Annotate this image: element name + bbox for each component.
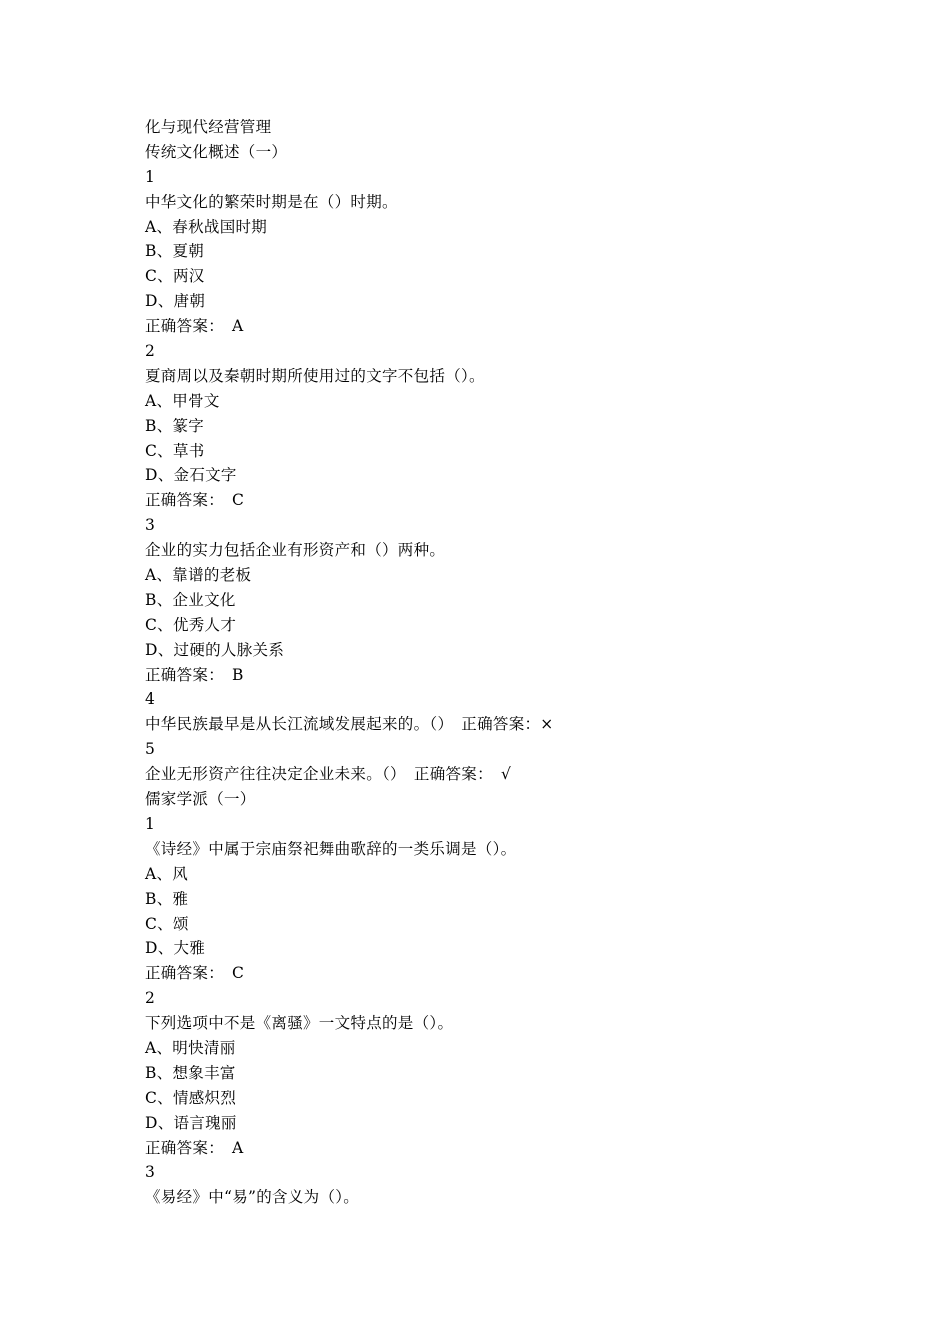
option-a: A、春秋战国时期 (145, 217, 268, 236)
option-a: A、靠谱的老板 (145, 566, 252, 585)
question-text: 《诗经》中属于宗庙祭祀舞曲歌辞的一类乐调是（）。 (145, 839, 517, 858)
option-b: B、雅 (145, 889, 189, 908)
document-body (145, 115, 845, 1210)
answer-line: 正确答案： C (145, 491, 245, 510)
question-text: 中华文化的繁荣时期是在（）时期。 (145, 192, 398, 211)
question-number: 4 (145, 690, 156, 709)
option-b: B、企业文化 (145, 590, 236, 609)
question-number: 2 (145, 342, 156, 361)
document-title: 化与现代经营管理 (145, 118, 272, 136)
answer-line: 正确答案： B (145, 665, 244, 684)
option-d: D、唐朝 (145, 292, 206, 311)
question-number: 2 (145, 989, 156, 1008)
option-c: C、两汉 (145, 267, 205, 286)
question-number: 3 (145, 516, 156, 535)
true-false-question: 中华民族最早是从长江流域发展起来的。（） 正确答案：× (145, 715, 554, 734)
question-text: 《易经》中“易”的含义为（）。 (145, 1188, 360, 1207)
option-a: A、甲骨文 (145, 391, 220, 410)
question-text: 下列选项中不是《离骚》一文特点的是（）。 (145, 1014, 454, 1033)
question-text: 夏商周以及秦朝时期所使用过的文字不包括（）。 (145, 366, 485, 385)
option-d: D、语言瑰丽 (145, 1113, 237, 1132)
question-text: 企业的实力包括企业有形资产和（）两种。 (145, 541, 446, 560)
option-a: A、明快清丽 (145, 1038, 236, 1057)
option-c: C、优秀人才 (145, 615, 237, 634)
question-number: 3 (145, 1163, 156, 1182)
option-b: B、想象丰富 (145, 1063, 236, 1082)
option-d: D、过硬的人脉关系 (145, 640, 285, 659)
true-false-question: 企业无形资产往往决定企业未来。（） 正确答案： √ (145, 765, 512, 784)
answer-line: 正确答案： A (145, 317, 244, 336)
option-d: D、大雅 (145, 939, 206, 958)
option-b: B、夏朝 (145, 242, 205, 261)
option-d: D、金石文字 (145, 466, 237, 485)
option-c: C、颂 (145, 914, 189, 933)
answer-line: 正确答案： C (145, 964, 245, 983)
question-number: 5 (145, 740, 156, 759)
option-c: C、草书 (145, 441, 205, 460)
option-b: B、篆字 (145, 416, 205, 435)
option-c: C、情感炽烈 (145, 1088, 237, 1107)
answer-line: 正确答案： A (145, 1138, 244, 1157)
option-a: A、风 (145, 864, 189, 883)
question-number: 1 (145, 167, 156, 186)
section-heading: 传统文化概述（一） (145, 142, 288, 161)
question-number: 1 (145, 814, 156, 833)
section-heading: 儒家学派（一） (145, 790, 256, 809)
